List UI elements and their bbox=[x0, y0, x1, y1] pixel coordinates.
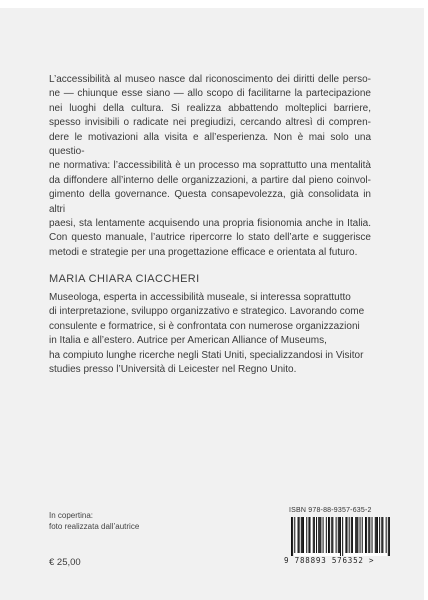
barcode-bar bbox=[365, 517, 366, 553]
blurb-line: spesso invisibili o radicate nei pregiudizi, cercando altresì di compren- bbox=[49, 117, 371, 129]
barcode-bar bbox=[316, 517, 317, 553]
price: € 25,00 bbox=[49, 557, 81, 568]
barcode-bar bbox=[339, 517, 340, 553]
bio-line: consulente e formatrice, si è confrontata con numerose organizzazioni bbox=[49, 320, 360, 332]
barcode-bar bbox=[320, 517, 321, 553]
blurb-line: ne — chiunque esse siano — allo scopo di facilitarne la partecipazione bbox=[49, 88, 371, 100]
barcode-bar bbox=[329, 517, 330, 553]
barcode-bar bbox=[357, 517, 358, 553]
credit-line: foto realizzata dall’autrice bbox=[49, 522, 140, 531]
barcode-bar bbox=[340, 517, 341, 556]
author-name: MARIA CHIARA CIACCHERI bbox=[49, 273, 200, 285]
barcode-bars bbox=[291, 517, 390, 556]
cover-photo-credit bbox=[49, 510, 139, 532]
author-bio bbox=[49, 291, 365, 377]
barcode-bar bbox=[294, 517, 295, 553]
barcode-bar bbox=[336, 517, 337, 553]
credit-line: In copertina: bbox=[49, 511, 94, 520]
blurb-line: L’accessibilità al museo nasce dal riconoscimento dei diritti delle perso- bbox=[49, 74, 371, 85]
blurb-line: Con questo manuale, l’autrice ripercorre lo stato dell’arte e suggerisce bbox=[49, 232, 371, 244]
barcode-bar bbox=[379, 517, 380, 553]
isbn-label: ISBN 978-88-9357-635-2 bbox=[289, 507, 372, 514]
barcode-bar bbox=[386, 517, 387, 553]
barcode-bar bbox=[352, 517, 353, 553]
page-edge-right bbox=[424, 0, 428, 600]
bio-line: Museologa, esperta in accessibilità museale, si interessa soprattutto bbox=[49, 292, 351, 303]
barcode-bar bbox=[345, 517, 346, 553]
barcode-bar bbox=[326, 517, 327, 553]
bio-line: di interpretazione, sviluppo organizzativo e strategico. Lavorando come bbox=[49, 306, 365, 318]
barcode-bar bbox=[351, 517, 352, 553]
barcode-bar bbox=[309, 517, 310, 553]
bio-line: studies presso l’Università di Leicester nel Regno Unito. bbox=[49, 364, 297, 376]
bio-line: ha compiuto lunghe ricerche negli Stati Uniti, specializzandosi in Visitor bbox=[49, 349, 364, 361]
barcode-bar bbox=[362, 517, 363, 553]
barcode-bar bbox=[388, 517, 389, 556]
barcode-bar bbox=[301, 517, 302, 553]
barcode-bar bbox=[389, 517, 390, 556]
barcode-bar bbox=[366, 517, 367, 553]
page-edge-top bbox=[0, 0, 428, 8]
blurb-line: metodi e strategie per una progettazione efficace e orientata al futuro. bbox=[49, 246, 358, 258]
barcode-bar bbox=[377, 517, 378, 553]
barcode-bar bbox=[306, 517, 307, 553]
barcode-image bbox=[291, 517, 390, 556]
barcode-bar bbox=[331, 517, 332, 553]
book-blurb bbox=[49, 73, 371, 260]
barcode-bar bbox=[298, 517, 299, 553]
barcode-bar bbox=[314, 517, 315, 553]
barcode-bar bbox=[349, 517, 350, 553]
barcode-bar bbox=[382, 517, 383, 553]
barcode-bar bbox=[381, 517, 382, 553]
barcode-digits: 9 788893 576352 > bbox=[284, 556, 375, 565]
barcode-bar bbox=[376, 517, 377, 553]
barcode-bar bbox=[302, 517, 303, 553]
barcode-bar bbox=[328, 517, 329, 553]
barcode-bar bbox=[338, 517, 339, 553]
barcode-bar bbox=[342, 517, 343, 556]
blurb-line: dere le motivazioni alla visita e all’esperienza. Non è mai solo una questio- bbox=[49, 131, 371, 158]
blurb-line: nei luoghi della cultura. Si realizza abbattendo molteplici barriere, bbox=[49, 102, 371, 114]
barcode-bar bbox=[303, 517, 304, 553]
barcode-bar bbox=[355, 517, 356, 553]
barcode-bar bbox=[346, 517, 347, 553]
barcode-bar bbox=[291, 517, 292, 556]
barcode-bar bbox=[318, 517, 319, 553]
barcode-bar bbox=[372, 517, 373, 553]
barcode-bar bbox=[313, 517, 314, 553]
blurb-line: paesi, sta lentamente acquisendo una propria fisionomia anche in Italia. bbox=[49, 218, 371, 230]
barcode-bar bbox=[292, 517, 293, 556]
blurb-line: ne normativa: l’accessibilità è un processo ma soprattutto una mentalità bbox=[49, 160, 371, 172]
barcode-bar bbox=[375, 517, 376, 553]
barcode-bar bbox=[332, 517, 333, 553]
barcode-bar bbox=[299, 517, 300, 553]
barcode-bar bbox=[360, 517, 361, 553]
barcode-bar bbox=[323, 517, 324, 553]
barcode-bar bbox=[368, 517, 369, 553]
barcode-bar bbox=[308, 517, 309, 553]
bio-line: in Italia e all’estero. Autrice per American Alliance of Museums, bbox=[49, 335, 327, 347]
blurb-line: gimento della governance. Questa consapevolezza, già consolidata in altri bbox=[49, 189, 371, 215]
blurb-line: da diffondere all’interno delle organizzazioni, a partire dal pieno coinvol- bbox=[49, 174, 371, 186]
barcode-bar bbox=[369, 517, 370, 553]
barcode-bar bbox=[356, 517, 357, 553]
barcode-bar bbox=[319, 517, 320, 553]
